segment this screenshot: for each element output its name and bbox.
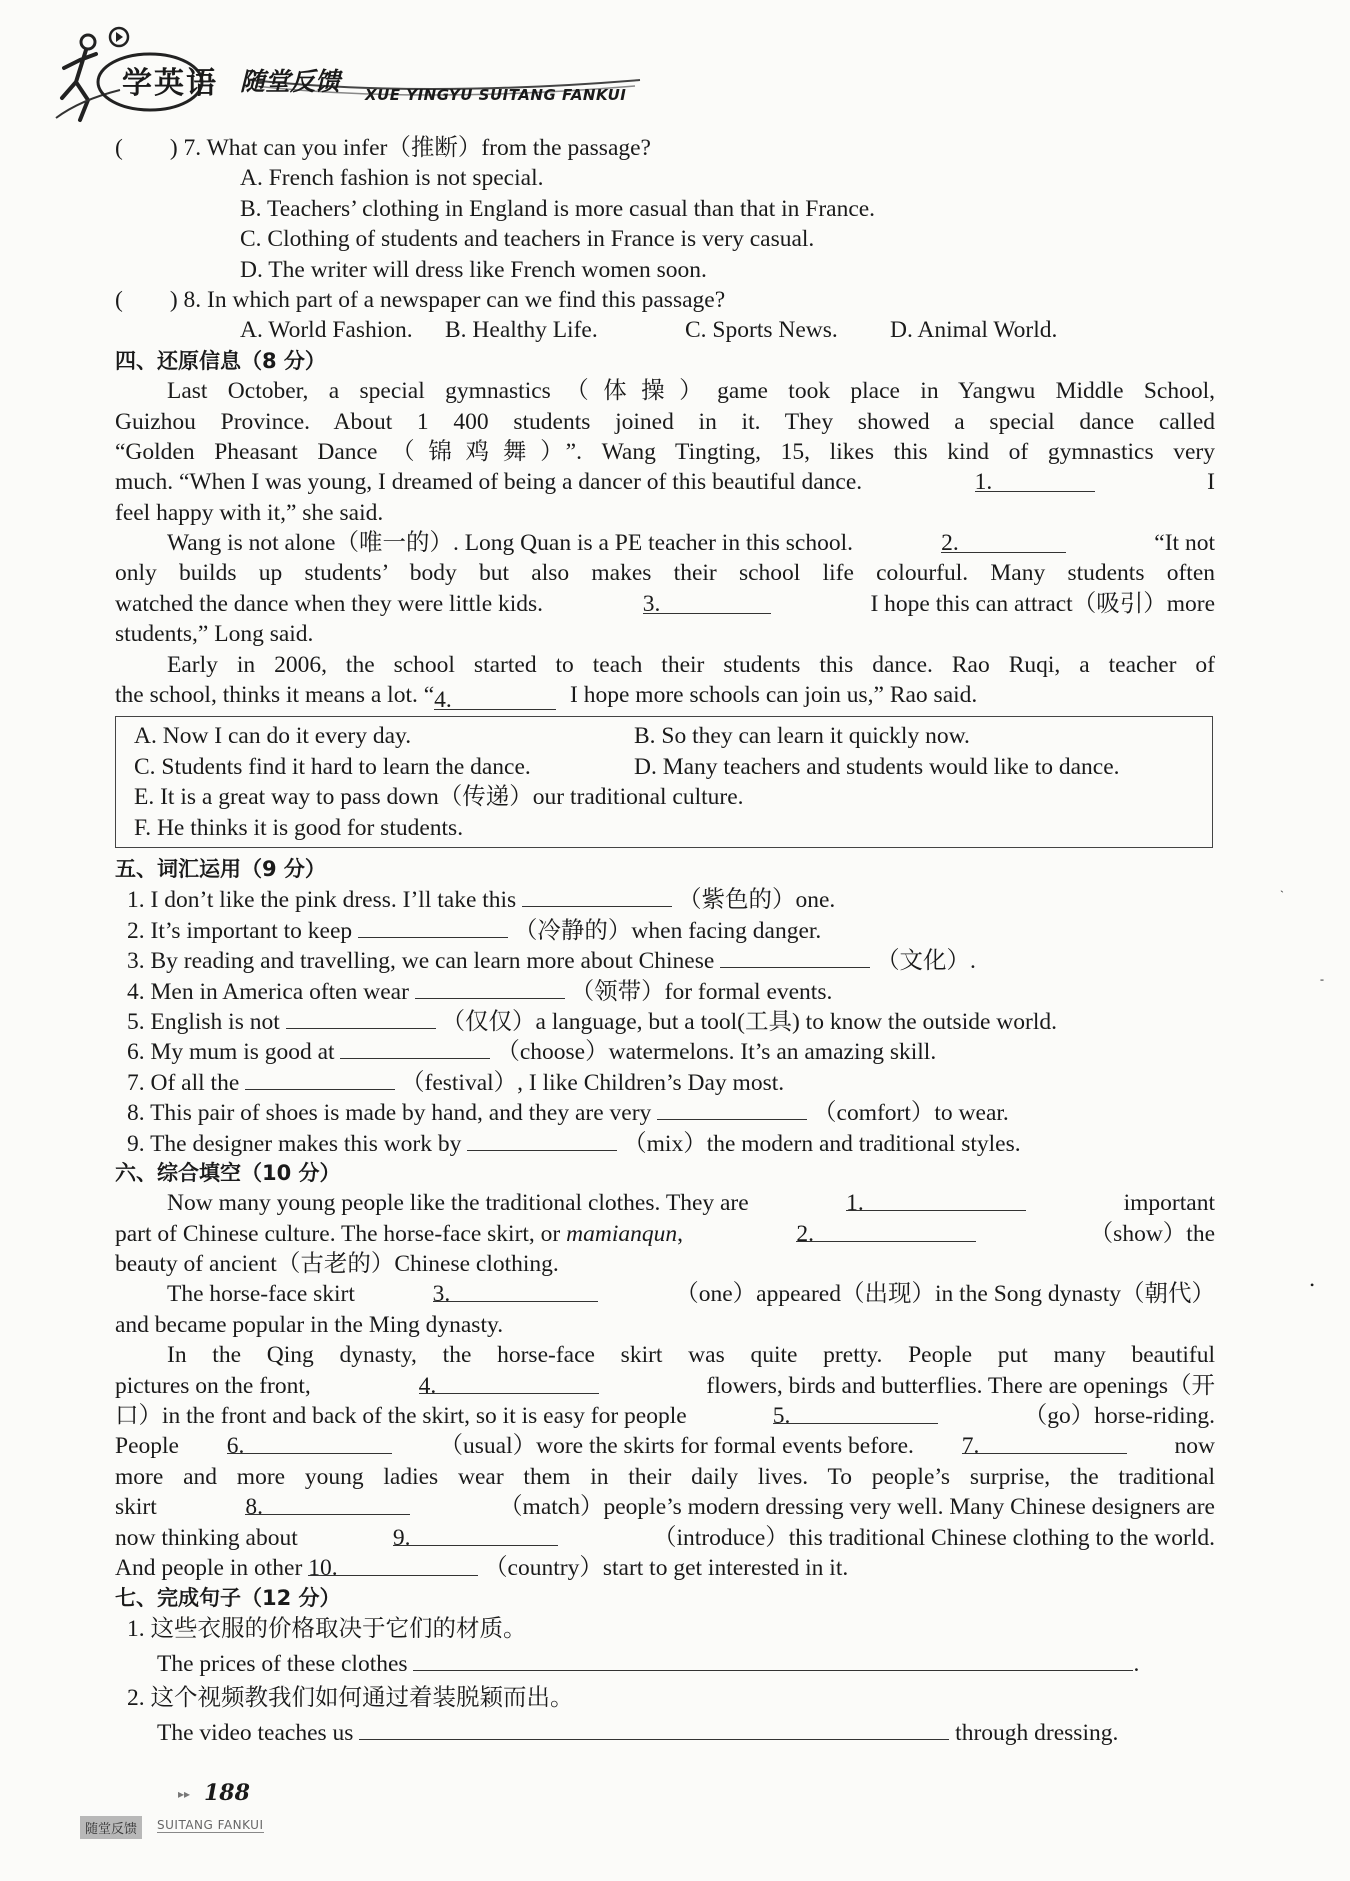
s4-p1-line4-text: much. “When I was young, I dreamed of being a dancer of this beautiful dance.	[115, 469, 863, 496]
s6-line9: People 6. （usual）wore the skirts for formal events before. 7. now	[115, 1433, 1215, 1460]
s6-blank-3: 3.	[433, 1279, 598, 1302]
s6-line2: part of Chinese culture. The horse-face skirt, or mamianqun, 2. （show）the	[115, 1220, 1215, 1247]
margin-mark: `	[1280, 888, 1284, 902]
s6-blank-9: 9.	[393, 1523, 558, 1546]
footer-pinyin: SUITANG FANKUI	[157, 1818, 264, 1832]
s4-option-a: A. Now I can do it every day.	[134, 723, 412, 750]
s5-item: 5. English is not （仅仅）a language, but a tool(工具) to know the outside world.	[115, 1006, 1215, 1036]
s4-option-b: B. So they can learn it quickly now.	[634, 723, 970, 750]
s5-item: 1. I don’t like the pink dress. I’ll take this （紫色的）one.	[115, 884, 1215, 914]
s5-item: 2. It’s important to keep （冷静的）when facing danger.	[115, 915, 1215, 945]
s6-blank-8: 8.	[245, 1492, 410, 1515]
s4-blank-3: 3.	[643, 589, 771, 614]
s4-blank-2: 2.	[941, 528, 1066, 553]
question-7-option-a: A. French fashion is not special.	[240, 165, 544, 192]
s6-blank-2: 2.	[796, 1219, 976, 1242]
s4-p1-line3: “Golden Pheasant Dance（锦鸡舞）”. Wang Tingting, 15, likes this kind of gymnastics very	[115, 438, 1215, 465]
s5-blank-2	[358, 915, 508, 938]
s6-blank-6: 6.	[227, 1431, 392, 1454]
s4-option-d: D. Many teachers and students would like to dance.	[634, 753, 1120, 780]
section-6-title: 六、综合填空（10 分）	[115, 1160, 341, 1185]
double-arrow-icon: ▸▸	[178, 1787, 191, 1801]
s6-blank-10: 10.	[308, 1553, 478, 1576]
s5-blank-1	[522, 884, 672, 907]
header-script-title: 随堂反馈	[240, 67, 341, 96]
s6-line7: pictures on the front, 4. flowers, birds and butterflies. There are openings（开	[115, 1372, 1215, 1399]
question-8-option-b: B. Healthy Life.	[445, 317, 598, 344]
s4-p1-line1: Last October, a special gymnastics（体操）game took place in Yangwu Middle School,	[167, 378, 1215, 405]
s7-blank-2	[359, 1717, 949, 1740]
s5-item: 7. Of all the （festival）, I like Children’s Day most.	[115, 1067, 1215, 1097]
s4-p3-line2: the school, thinks it means a lot. “4. I hope more schools can join us,” Rao said.	[115, 682, 978, 714]
s4-p1-line4: much. “When I was young, I dreamed of being a dancer of this beautiful dance. 1. I	[115, 467, 1215, 497]
s5-item: 9. The designer makes this work by （mix）the modern and traditional styles.	[115, 1128, 1215, 1158]
s5-blank-9	[467, 1128, 617, 1151]
header-pinyin: XUE YINGYU SUITANG FANKUI	[365, 86, 627, 104]
s6-line8: 口）in the front and back of the skirt, so it is easy for people 5. （go）horse-riding.	[115, 1403, 1215, 1430]
s7-sentence-2-english: The video teaches us through dressing.	[115, 1717, 1215, 1747]
question-8-options	[115, 315, 1215, 345]
question-8-stem: ( ) 8. In which part of a newspaper can we find this passage?	[115, 286, 726, 313]
s5-blank-6	[340, 1036, 490, 1059]
section-4-options-box	[115, 716, 1213, 848]
page-content	[115, 133, 1215, 1747]
s6-blank-5: 5.	[773, 1401, 938, 1424]
s7-blank-1	[413, 1648, 1133, 1671]
s4-p2-line2: only builds up students’ body but also makes their school life colourful. Many students often	[115, 560, 1215, 587]
question-7-stem: ( ) 7. What can you infer（推断）from the passage?	[115, 135, 651, 161]
s5-blank-5	[286, 1006, 436, 1029]
s4-blank-4: 4.	[434, 685, 556, 710]
s5-item: 3. By reading and travelling, we can learn more about Chinese （文化）.	[115, 945, 1215, 975]
section-7-title: 七、完成句子（12 分）	[115, 1586, 341, 1611]
s4-p2-line1: Wang is not alone（唯一的）. Long Quan is a PE teacher in this school. 2. “It not	[167, 530, 1215, 557]
s6-line3: beauty of ancient（古老的）Chinese clothing.	[115, 1251, 559, 1278]
s6-blank-4: 4.	[419, 1371, 599, 1394]
s7-sentence-1-chinese: 1. 这些衣服的价格取决于它们的材质。	[127, 1615, 527, 1642]
s5-blank-3	[720, 945, 870, 968]
s4-p2-line4: students,” Long said.	[115, 621, 314, 648]
s6-line10: more and more young ladies wear them in their daily lives. To people’s surprise, the traditional	[115, 1463, 1215, 1490]
s6-blank-1: 1.	[846, 1188, 1026, 1211]
s5-item: 8. This pair of shoes is made by hand, and they are very （comfort）to wear.	[115, 1097, 1215, 1127]
footer-tag: 随堂反馈	[80, 1816, 142, 1839]
s5-blank-7	[245, 1067, 395, 1090]
s6-blank-7: 7.	[962, 1431, 1127, 1454]
s4-p1-line2: Guizhou Province. About 1 400 students joined in it. They showed a special dance called	[115, 408, 1215, 435]
s6-line4: The horse-face skirt 3. （one）appeared（出现）in the Song dynasty（朝代）	[167, 1281, 1215, 1308]
s5-blank-8	[657, 1097, 807, 1120]
header	[50, 20, 670, 130]
section-4-title: 四、还原信息（8 分）	[115, 348, 326, 373]
s4-option-c: C. Students find it hard to learn the dance.	[134, 753, 531, 780]
question-7-option-b: B. Teachers’ clothing in England is more casual than that in France.	[240, 195, 876, 222]
header-title: 学英语	[122, 66, 218, 101]
margin-mark: -	[1320, 972, 1324, 986]
margin-mark: •	[1310, 1278, 1315, 1292]
s4-option-e: E. It is a great way to pass down（传递）our traditional culture.	[134, 784, 744, 811]
question-8-option-a: A. World Fashion.	[240, 317, 413, 344]
s7-sentence-1-english: The prices of these clothes .	[115, 1648, 1215, 1678]
s4-p1-line5: feel happy with it,” she said.	[115, 499, 384, 526]
s6-line13: And people in other 10. （country）start to get interested in it.	[115, 1554, 849, 1581]
question-7-option-c: C. Clothing of students and teachers in France is very casual.	[240, 226, 815, 253]
question-8-option-d: D. Animal World.	[890, 317, 1058, 344]
s4-p3-line1: Early in 2006, the school started to teach their students this dance. Rao Ruqi, a teacher of	[167, 651, 1215, 678]
question-8-option-c: C. Sports News.	[685, 317, 838, 344]
s4-p2-line3: watched the dance when they were little kids. 3. I hope this can attract（吸引）more	[115, 590, 1215, 617]
s6-line5: and became popular in the Ming dynasty.	[115, 1311, 504, 1338]
s6-line1: Now many young people like the traditional clothes. They are 1. important	[167, 1190, 1215, 1217]
section-5-title: 五、词汇运用（9 分）	[115, 856, 326, 881]
s4-blank-1: 1.	[975, 467, 1095, 492]
s6-line6: In the Qing dynasty, the horse-face skirt was quite pretty. People put many beautiful	[167, 1342, 1215, 1369]
s7-sentence-2-chinese: 2. 这个视频教我们如何通过着装脱颖而出。	[127, 1684, 574, 1711]
s5-blank-4	[415, 976, 565, 999]
s5-item: 4. Men in America often wear （领带）for formal events.	[115, 976, 1215, 1006]
s5-item: 6. My mum is good at （choose）watermelons. It’s an amazing skill.	[115, 1036, 1215, 1066]
s6-line11: skirt 8. （match）people’s modern dressing very well. Many Chinese designers are	[115, 1494, 1215, 1521]
s6-line12: now thinking about 9. （introduce）this traditional Chinese clothing to the world.	[115, 1524, 1215, 1551]
page-number: 188	[204, 1780, 250, 1806]
s4-option-f: F. He thinks it is good for students.	[134, 814, 464, 841]
question-7-option-d: D. The writer will dress like French women soon.	[240, 256, 707, 283]
